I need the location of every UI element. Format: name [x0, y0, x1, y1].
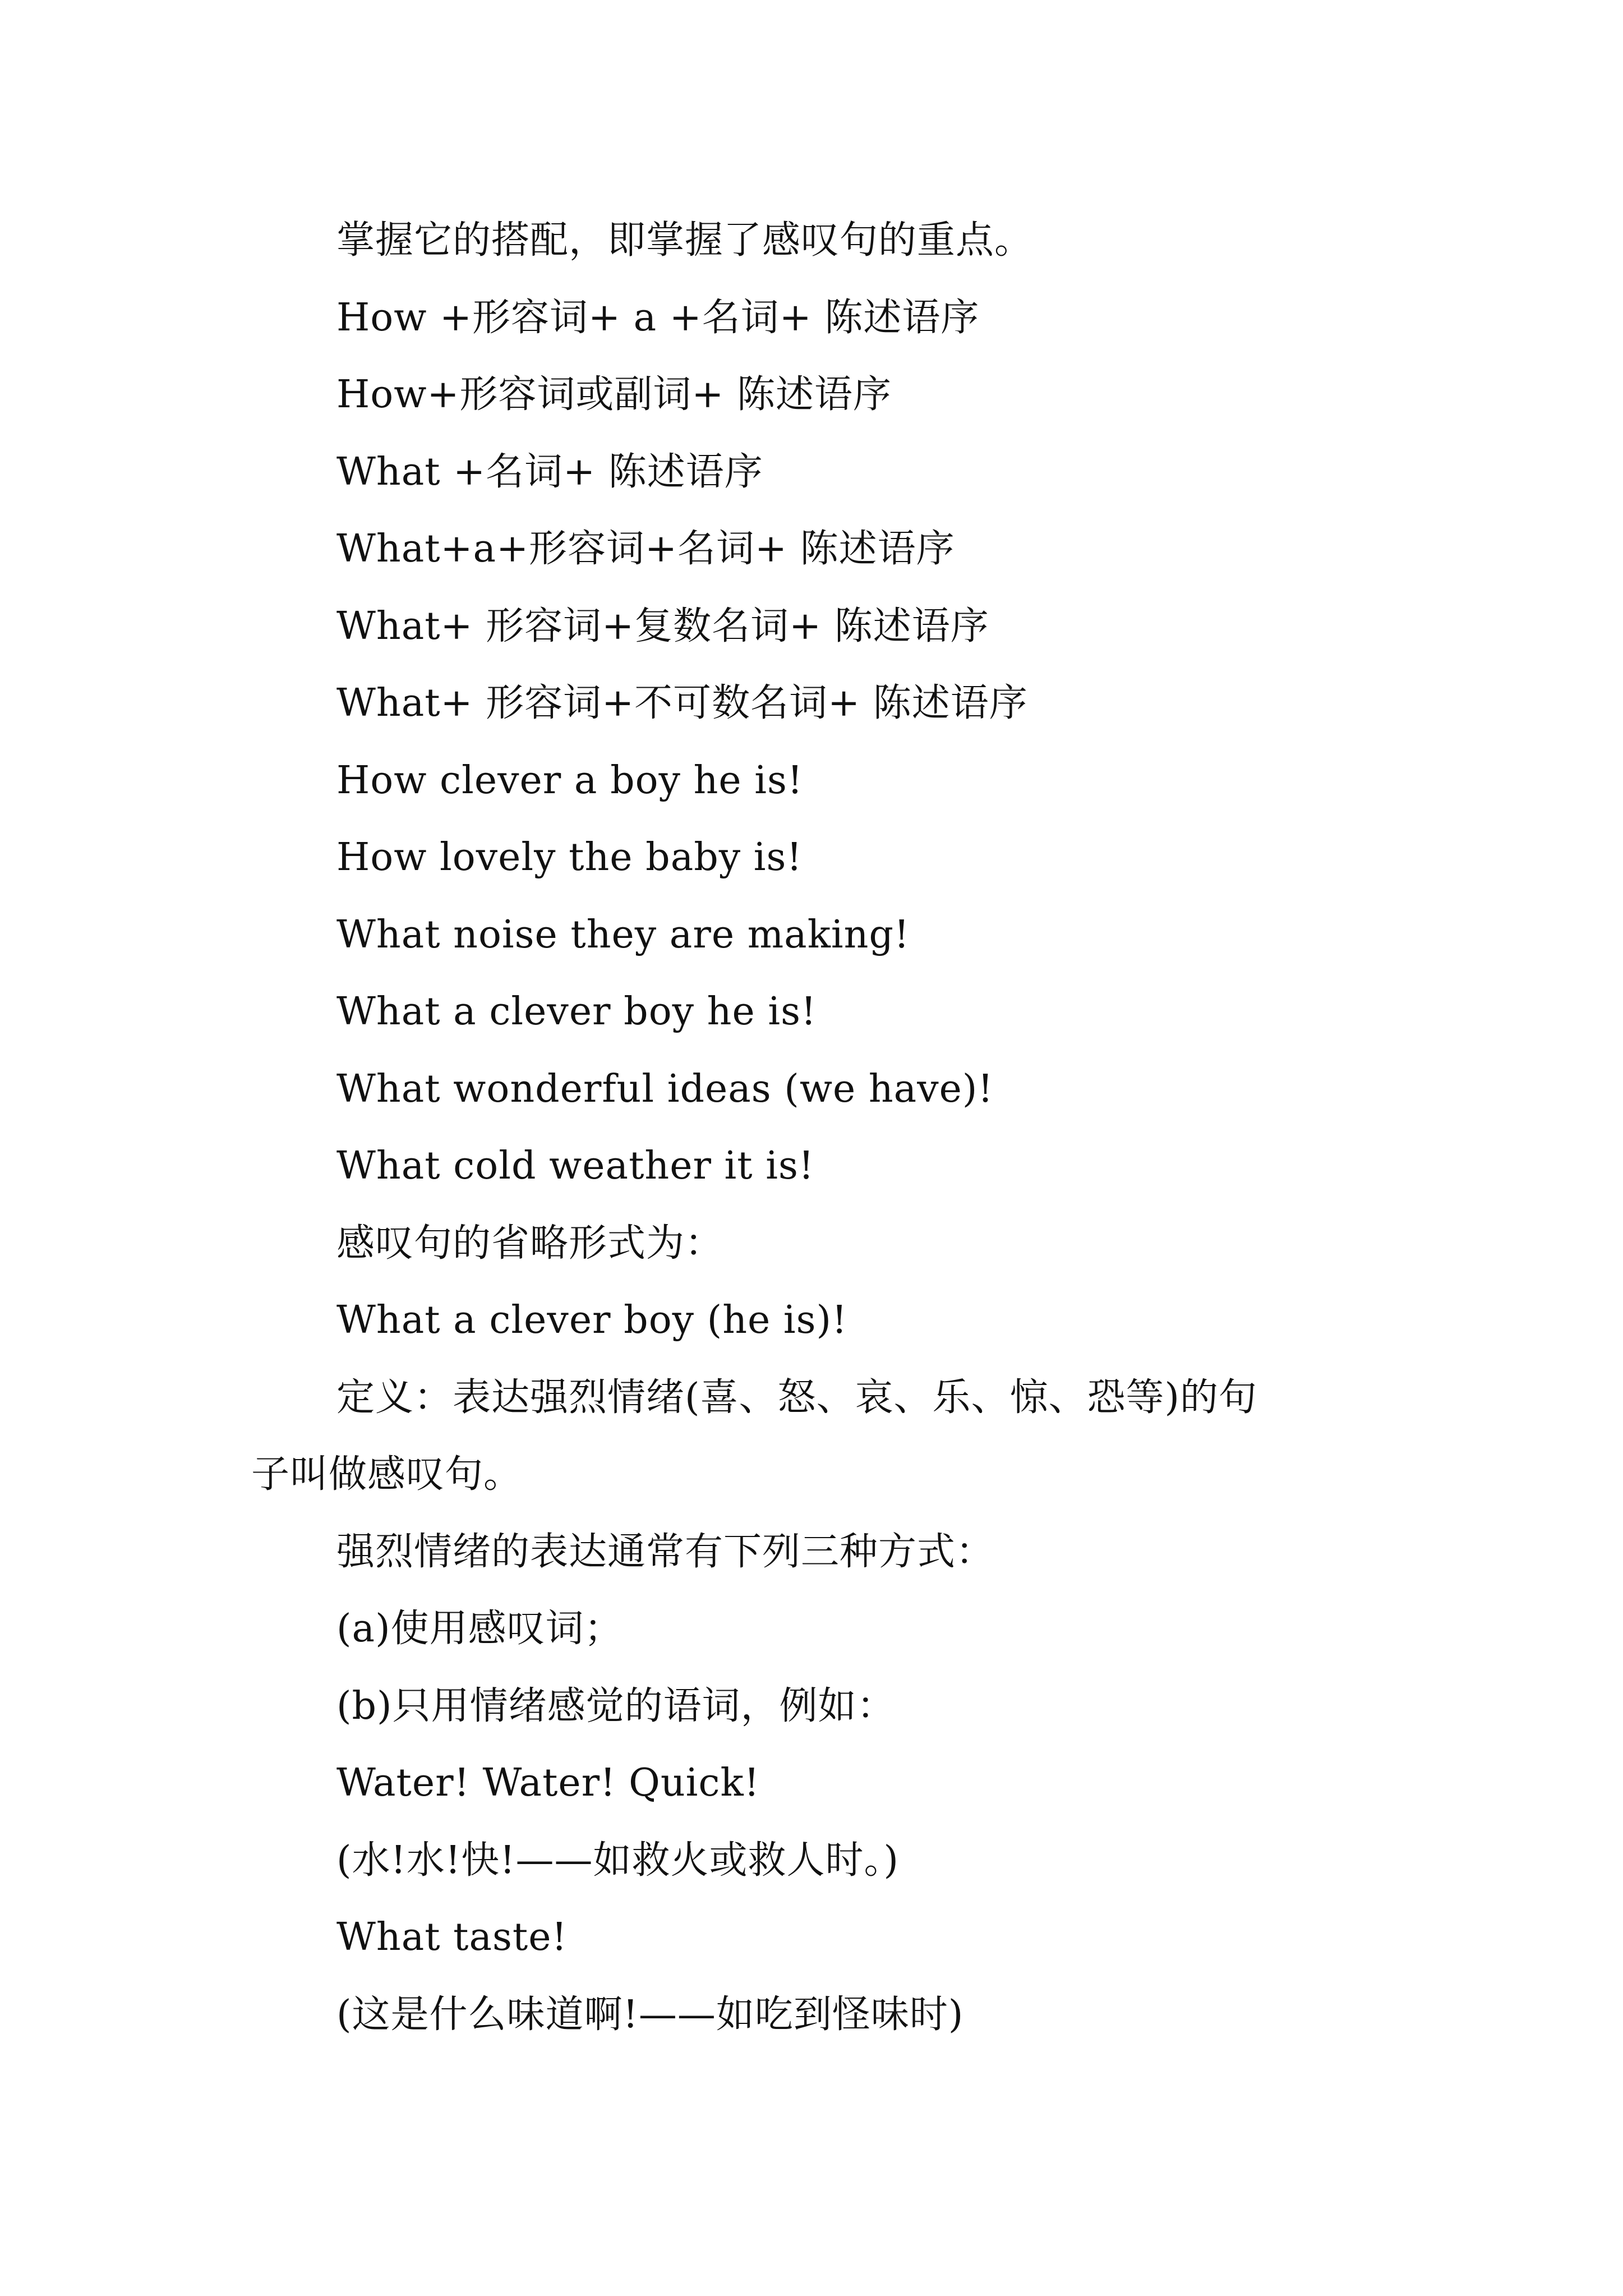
paragraph-line-continuation: 子叫做感叹句。 [251, 1452, 523, 1497]
paragraph-line: What taste! [336, 1915, 568, 1959]
paragraph-line: (水!水!快!——如救火或救人时。) [336, 1838, 900, 1883]
paragraph-line: What noise they are making! [336, 912, 910, 957]
paragraph-line: What cold weather it is! [336, 1144, 815, 1188]
paragraph-line: What a clever boy he is! [336, 990, 817, 1034]
paragraph-line: How+形容词或副词+ 陈述语序 [336, 372, 892, 417]
paragraph-line: What+ 形容词+复数名词+ 陈述语序 [336, 604, 989, 648]
paragraph-line: (b)只用情绪感觉的语词，例如： [336, 1683, 896, 1728]
paragraph-line: 感叹句的省略形式为： [336, 1221, 724, 1266]
paragraph-line: 强烈情绪的表达通常有下列三种方式： [336, 1529, 995, 1574]
paragraph-line: What+ 形容词+不可数名词+ 陈述语序 [336, 681, 1028, 725]
paragraph-line: What a clever boy (he is)! [336, 1298, 848, 1342]
paragraph-line: How lovely the baby is! [336, 835, 803, 880]
document-body [251, 202, 1390, 2053]
paragraph-line: 定义：表达强烈情绪(喜、怒、哀、乐、惊、恐等)的句 [336, 1375, 1258, 1420]
paragraph-line: Water! Water! Quick! [336, 1761, 760, 1805]
paragraph-line: How +形容词+ a +名词+ 陈述语序 [336, 295, 980, 340]
paragraph-line: What+a+形容词+名词+ 陈述语序 [336, 527, 955, 571]
paragraph-line: What +名词+ 陈述语序 [336, 449, 763, 494]
paragraph-line: 掌握它的搭配，即掌握了感叹句的重点。 [336, 218, 1034, 263]
paragraph-line: (这是什么味道啊!——如吃到怪味时) [336, 1992, 964, 2037]
paragraph-line: How clever a boy he is! [336, 758, 804, 803]
paragraph-line: What wonderful ideas (we have)! [336, 1066, 994, 1111]
paragraph-line: (a)使用感叹词； [336, 1607, 623, 1651]
